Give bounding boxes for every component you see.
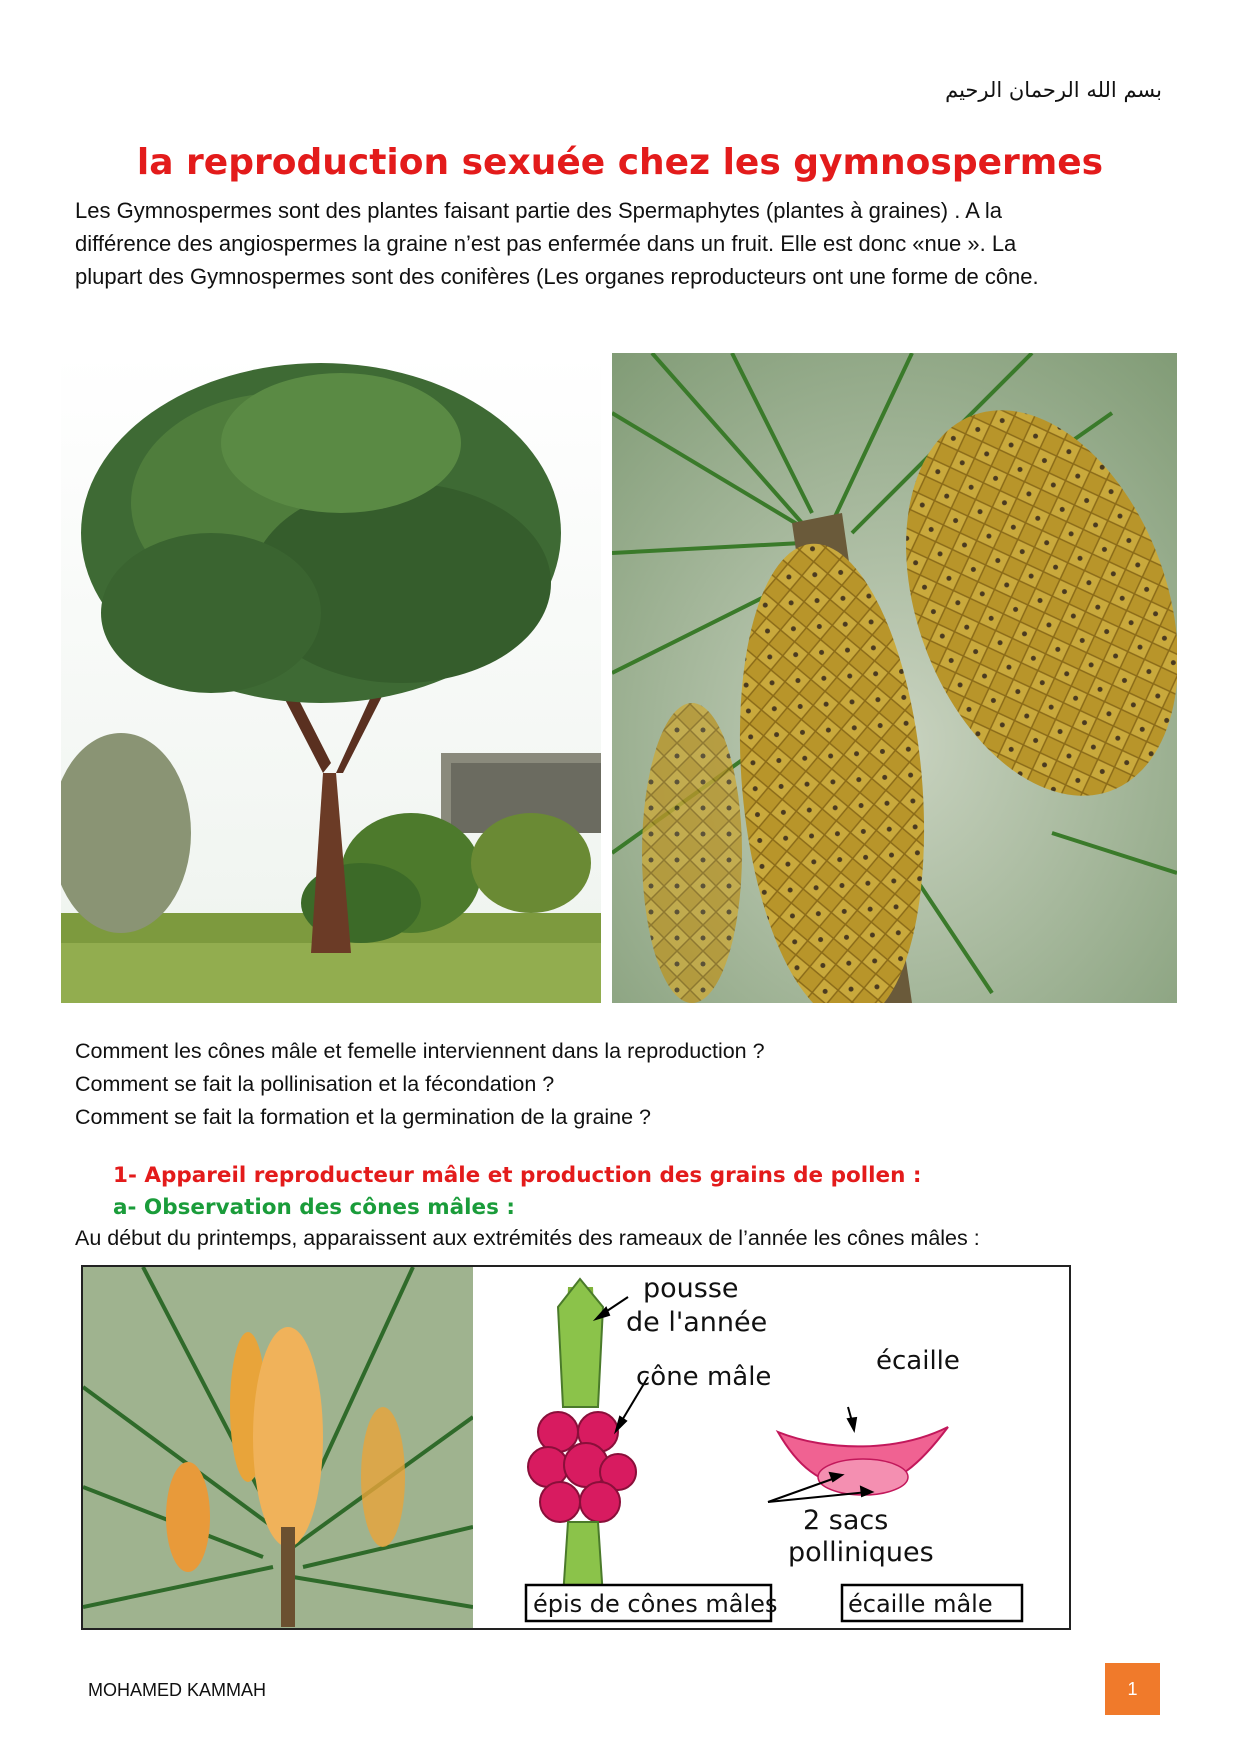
questions <box>75 1035 765 1134</box>
label-pousse: de l'année <box>626 1307 768 1338</box>
question: Comment se fait la pollinisation et la fécondation ? <box>75 1072 555 1096</box>
section-heading: 1- Appareil reproducteur mâle et production des grains de pollen : <box>113 1163 922 1188</box>
male-cone-photo <box>83 1267 473 1628</box>
page-number: 1 <box>1105 1663 1160 1715</box>
subsection-heading: a- Observation des cônes mâles : <box>113 1195 515 1220</box>
footer-author: MOHAMED KAMMAH <box>88 1680 267 1700</box>
box-label-ecaille-male: écaille mâle <box>848 1590 993 1618</box>
intro-line: différence des angiospermes la graine n’est pas enfermée dans un fruit. Elle est donc «nue ». La <box>75 231 1017 256</box>
intro-line: plupart des Gymnospermes sont des conifères (Les organes reproducteurs ont une forme de cône. <box>75 264 1039 289</box>
box-label-epis: épis de cônes mâles <box>533 1590 778 1618</box>
label-cone-male: cône mâle <box>636 1362 772 1392</box>
intro-paragraph <box>75 194 1175 293</box>
label-sacs: polliniques <box>788 1537 934 1568</box>
question: Comment se fait la formation et la germination de la graine ? <box>75 1105 652 1129</box>
page-title: la reproduction sexuée chez les gymnospermes <box>136 142 1104 183</box>
section-text: Au début du printemps, apparaissent aux extrémités des rameaux de l’année les cônes mâles : <box>75 1226 980 1250</box>
label-sacs: 2 sacs <box>803 1505 889 1536</box>
intro-line: Les Gymnospermes sont des plantes faisant partie des Spermaphytes (plantes à graines) . A la <box>75 198 1002 223</box>
pine-cones-photo <box>612 353 1177 1003</box>
pine-tree-photo <box>61 353 601 1003</box>
basmala: بسم الله الرحمان الرحيم <box>945 78 1162 102</box>
question: Comment les cônes mâle et femelle interviennent dans la reproduction ? <box>75 1039 765 1063</box>
label-pousse: pousse <box>643 1273 739 1304</box>
label-ecaille: écaille <box>876 1346 960 1376</box>
male-cone-diagram <box>478 1267 1058 1628</box>
male-cone-figure <box>81 1265 1071 1630</box>
